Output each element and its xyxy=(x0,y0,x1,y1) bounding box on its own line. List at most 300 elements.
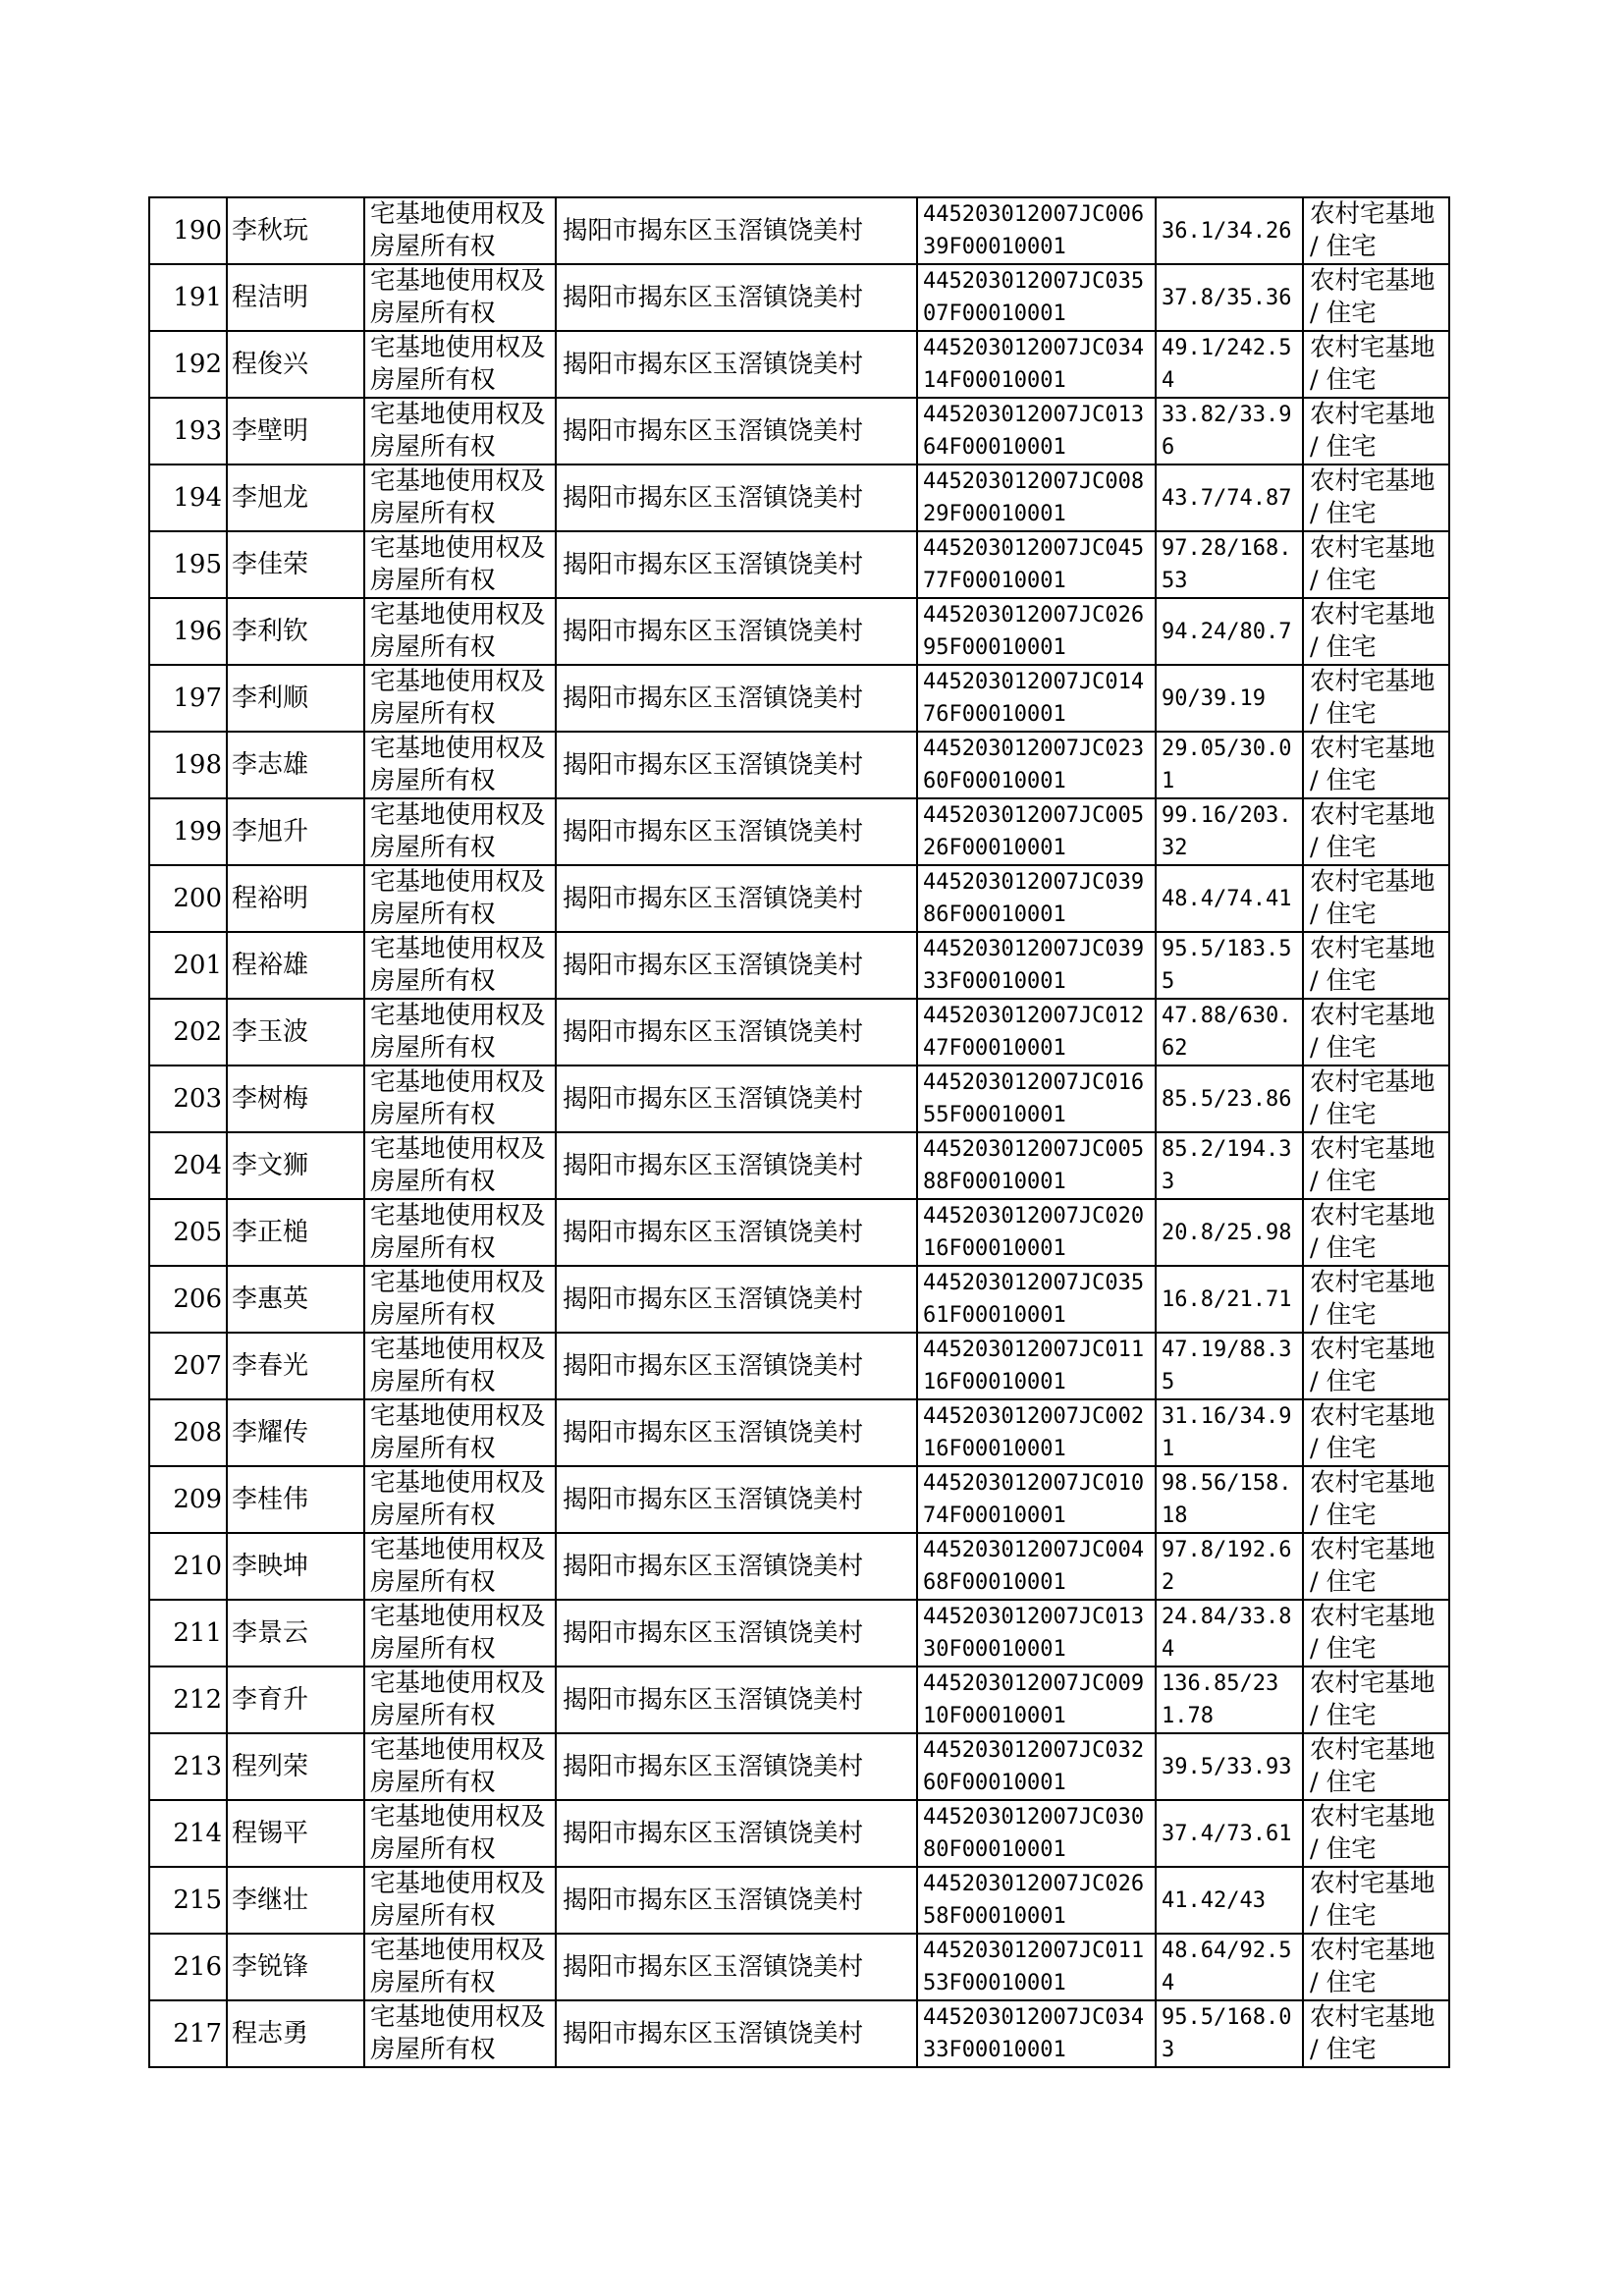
owner-name: 程裕雄 xyxy=(232,950,309,980)
owner-name: 程俊兴 xyxy=(232,349,309,379)
right-type: 宅基地使用权及房屋所有权 xyxy=(370,1668,546,1730)
right-type: 宅基地使用权及房屋所有权 xyxy=(370,1335,546,1396)
area-value-cell xyxy=(1156,1399,1303,1466)
unit-code: 445203012007JC01655F00010001 xyxy=(923,1070,1145,1127)
owner-name-cell xyxy=(227,464,364,531)
unit-code: 445203012007JC03933F00010001 xyxy=(923,937,1145,994)
area-value: 16.8/21.71 xyxy=(1162,1286,1292,1312)
right-type-cell xyxy=(364,665,556,732)
area-value: 20.8/25.98 xyxy=(1162,1220,1292,1245)
land-use-cell xyxy=(1303,598,1449,665)
row-number: 204 xyxy=(173,1150,222,1180)
owner-name: 李桂伟 xyxy=(232,1484,309,1514)
right-type-cell xyxy=(364,531,556,598)
owner-name: 李春光 xyxy=(232,1350,309,1381)
owner-name-cell xyxy=(227,1733,364,1800)
right-type: 宅基地使用权及房屋所有权 xyxy=(370,1468,546,1530)
right-type-cell xyxy=(364,1867,556,1934)
right-type: 宅基地使用权及房屋所有权 xyxy=(370,333,546,395)
owner-name-cell xyxy=(227,1667,364,1733)
right-type: 宅基地使用权及房屋所有权 xyxy=(370,734,546,795)
property-location-cell xyxy=(556,1333,917,1399)
area-value-cell xyxy=(1156,1199,1303,1266)
land-use: 农村宅基地 / 住宅 xyxy=(1310,1535,1435,1597)
row-number-cell xyxy=(149,865,227,932)
row-number: 194 xyxy=(173,482,222,513)
right-type: 宅基地使用权及房屋所有权 xyxy=(370,1735,546,1797)
owner-name: 李正槌 xyxy=(232,1217,309,1247)
area-value-cell xyxy=(1156,665,1303,732)
row-number-cell xyxy=(149,1867,227,1934)
unit-code: 445203012007JC00216F00010001 xyxy=(923,1404,1145,1461)
row-number-cell xyxy=(149,932,227,999)
area-value: 41.42/43 xyxy=(1162,1887,1266,1913)
owner-name-cell xyxy=(227,999,364,1066)
table-row xyxy=(149,464,1449,531)
unit-code: 445203012007JC01364F00010001 xyxy=(923,403,1145,460)
land-use: 农村宅基地 / 住宅 xyxy=(1310,1134,1435,1196)
property-location-cell xyxy=(556,331,917,398)
right-type-cell xyxy=(364,331,556,398)
row-number-cell xyxy=(149,1533,227,1600)
area-value-cell xyxy=(1156,1733,1303,1800)
owner-name: 李育升 xyxy=(232,1684,309,1715)
property-location-cell xyxy=(556,732,917,798)
unit-code-cell xyxy=(917,932,1156,999)
area-value: 24.84/33.84 xyxy=(1162,1605,1292,1662)
area-value-cell xyxy=(1156,932,1303,999)
table-row xyxy=(149,2000,1449,2067)
land-use-cell xyxy=(1303,1600,1449,1667)
right-type: 宅基地使用权及房屋所有权 xyxy=(370,1067,546,1129)
unit-code-cell xyxy=(917,1466,1156,1533)
right-type-cell xyxy=(364,932,556,999)
row-number-cell xyxy=(149,598,227,665)
row-number-cell xyxy=(149,331,227,398)
right-type: 宅基地使用权及房屋所有权 xyxy=(370,800,546,862)
land-use-cell xyxy=(1303,531,1449,598)
table-row xyxy=(149,932,1449,999)
right-type-cell xyxy=(364,1600,556,1667)
land-use: 农村宅基地 / 住宅 xyxy=(1310,1468,1435,1530)
right-type-cell xyxy=(364,1266,556,1333)
owner-name-cell xyxy=(227,865,364,932)
land-use-cell xyxy=(1303,1333,1449,1399)
area-value: 37.4/73.61 xyxy=(1162,1821,1292,1846)
row-number-cell xyxy=(149,665,227,732)
owner-name-cell xyxy=(227,665,364,732)
right-type: 宅基地使用权及房屋所有权 xyxy=(370,667,546,729)
land-use-cell xyxy=(1303,932,1449,999)
area-value-cell xyxy=(1156,598,1303,665)
property-location: 揭阳市揭东区玉滘镇饶美村 xyxy=(563,1016,864,1047)
area-value-cell xyxy=(1156,999,1303,1066)
table-row xyxy=(149,1600,1449,1667)
property-location: 揭阳市揭东区玉滘镇饶美村 xyxy=(563,950,864,980)
row-number-cell xyxy=(149,1333,227,1399)
table-row xyxy=(149,1934,1449,2000)
property-location-cell xyxy=(556,531,917,598)
unit-code-cell xyxy=(917,1333,1156,1399)
unit-code: 445203012007JC03561F00010001 xyxy=(923,1271,1145,1328)
owner-name-cell xyxy=(227,798,364,865)
row-number-cell xyxy=(149,1466,227,1533)
land-use-cell xyxy=(1303,2000,1449,2067)
unit-code: 445203012007JC03507F00010001 xyxy=(923,269,1145,326)
area-value: 97.28/168.53 xyxy=(1162,536,1292,593)
row-number-cell xyxy=(149,1399,227,1466)
right-type-cell xyxy=(364,197,556,264)
unit-code-cell xyxy=(917,1199,1156,1266)
land-use: 农村宅基地 / 住宅 xyxy=(1310,1268,1435,1330)
owner-name: 李利钦 xyxy=(232,616,309,646)
owner-name-cell xyxy=(227,1199,364,1266)
row-number-cell xyxy=(149,531,227,598)
row-number: 211 xyxy=(173,1617,222,1648)
right-type-cell xyxy=(364,1399,556,1466)
row-number: 206 xyxy=(173,1284,222,1314)
row-number-cell xyxy=(149,1733,227,1800)
right-type-cell xyxy=(364,798,556,865)
unit-code-cell xyxy=(917,1733,1156,1800)
area-value: 98.56/158.18 xyxy=(1162,1471,1292,1528)
land-use-cell xyxy=(1303,1533,1449,1600)
right-type-cell xyxy=(364,1533,556,1600)
property-location: 揭阳市揭东区玉滘镇饶美村 xyxy=(563,1751,864,1781)
row-number-cell xyxy=(149,464,227,531)
row-number: 203 xyxy=(173,1083,222,1114)
owner-name: 程志勇 xyxy=(232,2018,309,2049)
land-use-cell xyxy=(1303,1199,1449,1266)
property-location: 揭阳市揭东区玉滘镇饶美村 xyxy=(563,616,864,646)
owner-name-cell xyxy=(227,1132,364,1199)
right-type: 宅基地使用权及房屋所有权 xyxy=(370,266,546,328)
row-number: 201 xyxy=(173,950,222,980)
owner-name: 李旭升 xyxy=(232,816,309,847)
property-location: 揭阳市揭东区玉滘镇饶美村 xyxy=(563,749,864,780)
row-number: 214 xyxy=(173,1818,222,1848)
area-value: 99.16/203.32 xyxy=(1162,803,1292,860)
land-use-cell xyxy=(1303,1132,1449,1199)
unit-code-cell xyxy=(917,1266,1156,1333)
right-type-cell xyxy=(364,1800,556,1867)
unit-code: 445203012007JC00588F00010001 xyxy=(923,1137,1145,1194)
land-use-cell xyxy=(1303,865,1449,932)
owner-name: 李玉波 xyxy=(232,1016,309,1047)
owner-name-cell xyxy=(227,1399,364,1466)
land-use: 农村宅基地 / 住宅 xyxy=(1310,199,1435,261)
row-number: 210 xyxy=(173,1551,222,1581)
right-type-cell xyxy=(364,598,556,665)
owner-name: 李志雄 xyxy=(232,749,309,780)
property-location-cell xyxy=(556,598,917,665)
owner-name: 李景云 xyxy=(232,1617,309,1648)
right-type-cell xyxy=(364,1733,556,1800)
right-type-cell xyxy=(364,1132,556,1199)
unit-code: 445203012007JC02658F00010001 xyxy=(923,1872,1145,1929)
property-location-cell xyxy=(556,1199,917,1266)
land-use-cell xyxy=(1303,1934,1449,2000)
property-location-cell xyxy=(556,1066,917,1132)
area-value: 43.7/74.87 xyxy=(1162,485,1292,511)
table-row xyxy=(149,1199,1449,1266)
unit-code-cell xyxy=(917,1934,1156,2000)
row-number: 205 xyxy=(173,1217,222,1247)
property-location: 揭阳市揭东区玉滘镇饶美村 xyxy=(563,282,864,312)
area-value-cell xyxy=(1156,1600,1303,1667)
property-location-cell xyxy=(556,1266,917,1333)
row-number: 198 xyxy=(173,749,222,780)
area-value: 36.1/34.26 xyxy=(1162,218,1292,244)
land-use: 农村宅基地 / 住宅 xyxy=(1310,266,1435,328)
area-value: 95.5/183.55 xyxy=(1162,937,1292,994)
owner-name: 李锐锋 xyxy=(232,1951,309,1982)
area-value: 97.8/192.62 xyxy=(1162,1538,1292,1595)
row-number-cell xyxy=(149,732,227,798)
row-number-cell xyxy=(149,197,227,264)
right-type: 宅基地使用权及房屋所有权 xyxy=(370,2002,546,2064)
property-location: 揭阳市揭东区玉滘镇饶美村 xyxy=(563,683,864,713)
row-number: 213 xyxy=(173,1751,222,1781)
property-location: 揭阳市揭东区玉滘镇饶美村 xyxy=(563,2018,864,2049)
land-use-cell xyxy=(1303,1466,1449,1533)
right-type-cell xyxy=(364,398,556,464)
unit-code-cell xyxy=(917,1132,1156,1199)
row-number-cell xyxy=(149,1800,227,1867)
owner-name-cell xyxy=(227,1800,364,1867)
land-use: 农村宅基地 / 住宅 xyxy=(1310,1335,1435,1396)
property-location: 揭阳市揭东区玉滘镇饶美村 xyxy=(563,1551,864,1581)
property-location-cell xyxy=(556,398,917,464)
land-use: 农村宅基地 / 住宅 xyxy=(1310,1067,1435,1129)
area-value: 94.24/80.7 xyxy=(1162,619,1292,644)
row-number-cell xyxy=(149,2000,227,2067)
owner-name-cell xyxy=(227,331,364,398)
row-number-cell xyxy=(149,264,227,331)
owner-name-cell xyxy=(227,732,364,798)
owner-name: 程洁明 xyxy=(232,282,309,312)
right-type: 宅基地使用权及房屋所有权 xyxy=(370,1802,546,1864)
row-number: 202 xyxy=(173,1016,222,1047)
table-row xyxy=(149,1399,1449,1466)
area-value: 49.1/242.54 xyxy=(1162,336,1292,393)
area-value-cell xyxy=(1156,531,1303,598)
right-type-cell xyxy=(364,264,556,331)
unit-code: 445203012007JC04577F00010001 xyxy=(923,536,1145,593)
property-location: 揭阳市揭东区玉滘镇饶美村 xyxy=(563,1885,864,1915)
unit-code: 445203012007JC03414F00010001 xyxy=(923,336,1145,393)
row-number: 196 xyxy=(173,616,222,646)
right-type-cell xyxy=(364,1466,556,1533)
land-use-cell xyxy=(1303,1667,1449,1733)
unit-code: 445203012007JC00468F00010001 xyxy=(923,1538,1145,1595)
unit-code: 445203012007JC00910F00010001 xyxy=(923,1671,1145,1728)
row-number: 197 xyxy=(173,683,222,713)
table-row xyxy=(149,1333,1449,1399)
row-number-cell xyxy=(149,398,227,464)
owner-name: 李继壮 xyxy=(232,1885,309,1915)
unit-code-cell xyxy=(917,331,1156,398)
property-location: 揭阳市揭东区玉滘镇饶美村 xyxy=(563,1818,864,1848)
property-location: 揭阳市揭东区玉滘镇饶美村 xyxy=(563,549,864,579)
unit-code-cell xyxy=(917,197,1156,264)
area-value-cell xyxy=(1156,1533,1303,1600)
land-use-cell xyxy=(1303,1266,1449,1333)
table-row xyxy=(149,531,1449,598)
row-number-cell xyxy=(149,1066,227,1132)
unit-code: 445203012007JC01116F00010001 xyxy=(923,1338,1145,1394)
property-location-cell xyxy=(556,1800,917,1867)
row-number-cell xyxy=(149,999,227,1066)
land-use: 农村宅基地 / 住宅 xyxy=(1310,867,1435,929)
property-location-cell xyxy=(556,1533,917,1600)
unit-code-cell xyxy=(917,1867,1156,1934)
row-number: 208 xyxy=(173,1417,222,1448)
area-value-cell xyxy=(1156,1466,1303,1533)
property-location: 揭阳市揭东区玉滘镇饶美村 xyxy=(563,816,864,847)
property-location-cell xyxy=(556,1667,917,1733)
row-number-cell xyxy=(149,1934,227,2000)
property-location-cell xyxy=(556,1867,917,1934)
land-use: 农村宅基地 / 住宅 xyxy=(1310,333,1435,395)
owner-name-cell xyxy=(227,1066,364,1132)
owner-name: 李佳荣 xyxy=(232,549,309,579)
property-location: 揭阳市揭东区玉滘镇饶美村 xyxy=(563,1150,864,1180)
right-type-cell xyxy=(364,464,556,531)
right-type-cell xyxy=(364,999,556,1066)
area-value-cell xyxy=(1156,865,1303,932)
land-use-cell xyxy=(1303,1867,1449,1934)
right-type-cell xyxy=(364,1934,556,2000)
right-type-cell xyxy=(364,732,556,798)
area-value: 136.85/231.78 xyxy=(1162,1671,1279,1728)
row-number: 207 xyxy=(173,1350,222,1381)
owner-name: 李秋玩 xyxy=(232,215,309,246)
owner-name-cell xyxy=(227,1867,364,1934)
land-use-cell xyxy=(1303,798,1449,865)
row-number: 212 xyxy=(173,1684,222,1715)
property-location: 揭阳市揭东区玉滘镇饶美村 xyxy=(563,1484,864,1514)
owner-name-cell xyxy=(227,1333,364,1399)
property-location-cell xyxy=(556,1132,917,1199)
table-row xyxy=(149,1667,1449,1733)
land-use-cell xyxy=(1303,464,1449,531)
property-location-cell xyxy=(556,264,917,331)
unit-code: 445203012007JC01476F00010001 xyxy=(923,670,1145,727)
land-use-cell xyxy=(1303,1800,1449,1867)
land-use: 农村宅基地 / 住宅 xyxy=(1310,1201,1435,1263)
property-location: 揭阳市揭东区玉滘镇饶美村 xyxy=(563,1083,864,1114)
area-value: 48.64/92.54 xyxy=(1162,1939,1292,1995)
property-location-cell xyxy=(556,1399,917,1466)
land-use: 农村宅基地 / 住宅 xyxy=(1310,1869,1435,1931)
property-location-cell xyxy=(556,932,917,999)
right-type: 宅基地使用权及房屋所有权 xyxy=(370,600,546,662)
land-use-cell xyxy=(1303,331,1449,398)
owner-name: 程裕明 xyxy=(232,883,309,913)
right-type: 宅基地使用权及房屋所有权 xyxy=(370,1134,546,1196)
right-type: 宅基地使用权及房屋所有权 xyxy=(370,1001,546,1063)
property-location-cell xyxy=(556,197,917,264)
property-location-cell xyxy=(556,865,917,932)
unit-code: 445203012007JC02016F00010001 xyxy=(923,1204,1145,1261)
property-location: 揭阳市揭东区玉滘镇饶美村 xyxy=(563,883,864,913)
land-use-cell xyxy=(1303,197,1449,264)
area-value: 33.82/33.96 xyxy=(1162,403,1292,460)
owner-name-cell xyxy=(227,598,364,665)
table-row xyxy=(149,1733,1449,1800)
table-row xyxy=(149,1800,1449,1867)
owner-name: 李壁明 xyxy=(232,415,309,446)
unit-code-cell xyxy=(917,732,1156,798)
owner-name-cell xyxy=(227,1600,364,1667)
unit-code-cell xyxy=(917,531,1156,598)
table-row xyxy=(149,1867,1449,1934)
land-use: 农村宅基地 / 住宅 xyxy=(1310,1602,1435,1664)
area-value-cell xyxy=(1156,464,1303,531)
unit-code-cell xyxy=(917,999,1156,1066)
property-location-cell xyxy=(556,665,917,732)
right-type: 宅基地使用权及房屋所有权 xyxy=(370,867,546,929)
owner-name: 程列荣 xyxy=(232,1751,309,1781)
right-type: 宅基地使用权及房屋所有权 xyxy=(370,1535,546,1597)
table-row xyxy=(149,1466,1449,1533)
area-value-cell xyxy=(1156,732,1303,798)
row-number-cell xyxy=(149,1199,227,1266)
owner-name: 李利顺 xyxy=(232,683,309,713)
table-row xyxy=(149,398,1449,464)
row-number: 200 xyxy=(173,883,222,913)
right-type-cell xyxy=(364,1333,556,1399)
property-location: 揭阳市揭东区玉滘镇饶美村 xyxy=(563,482,864,513)
table-row xyxy=(149,1266,1449,1333)
right-type: 宅基地使用权及房屋所有权 xyxy=(370,1268,546,1330)
table-row xyxy=(149,999,1449,1066)
row-number: 191 xyxy=(173,282,222,312)
land-use: 农村宅基地 / 住宅 xyxy=(1310,600,1435,662)
area-value-cell xyxy=(1156,1934,1303,2000)
land-use: 农村宅基地 / 住宅 xyxy=(1310,1668,1435,1730)
land-use: 农村宅基地 / 住宅 xyxy=(1310,800,1435,862)
unit-code: 445203012007JC01074F00010001 xyxy=(923,1471,1145,1528)
area-value-cell xyxy=(1156,1667,1303,1733)
right-type: 宅基地使用权及房屋所有权 xyxy=(370,199,546,261)
row-number-cell xyxy=(149,1600,227,1667)
table-row xyxy=(149,665,1449,732)
row-number: 215 xyxy=(173,1885,222,1915)
right-type: 宅基地使用权及房屋所有权 xyxy=(370,1936,546,1997)
property-location: 揭阳市揭东区玉滘镇饶美村 xyxy=(563,1350,864,1381)
table-row xyxy=(149,331,1449,398)
area-value-cell xyxy=(1156,798,1303,865)
table-row xyxy=(149,1132,1449,1199)
property-location-cell xyxy=(556,1466,917,1533)
land-use: 农村宅基地 / 住宅 xyxy=(1310,1401,1435,1463)
table-row xyxy=(149,798,1449,865)
unit-code-cell xyxy=(917,398,1156,464)
area-value: 47.19/88.35 xyxy=(1162,1338,1292,1394)
owner-name: 李耀传 xyxy=(232,1417,309,1448)
table-row xyxy=(149,1533,1449,1600)
owner-name-cell xyxy=(227,1266,364,1333)
unit-code: 445203012007JC02360F00010001 xyxy=(923,737,1145,793)
right-type: 宅基地使用权及房屋所有权 xyxy=(370,533,546,595)
area-value-cell xyxy=(1156,1800,1303,1867)
unit-code-cell xyxy=(917,464,1156,531)
area-value: 85.2/194.33 xyxy=(1162,1137,1292,1194)
property-location: 揭阳市揭东区玉滘镇饶美村 xyxy=(563,349,864,379)
property-location: 揭阳市揭东区玉滘镇饶美村 xyxy=(563,1284,864,1314)
